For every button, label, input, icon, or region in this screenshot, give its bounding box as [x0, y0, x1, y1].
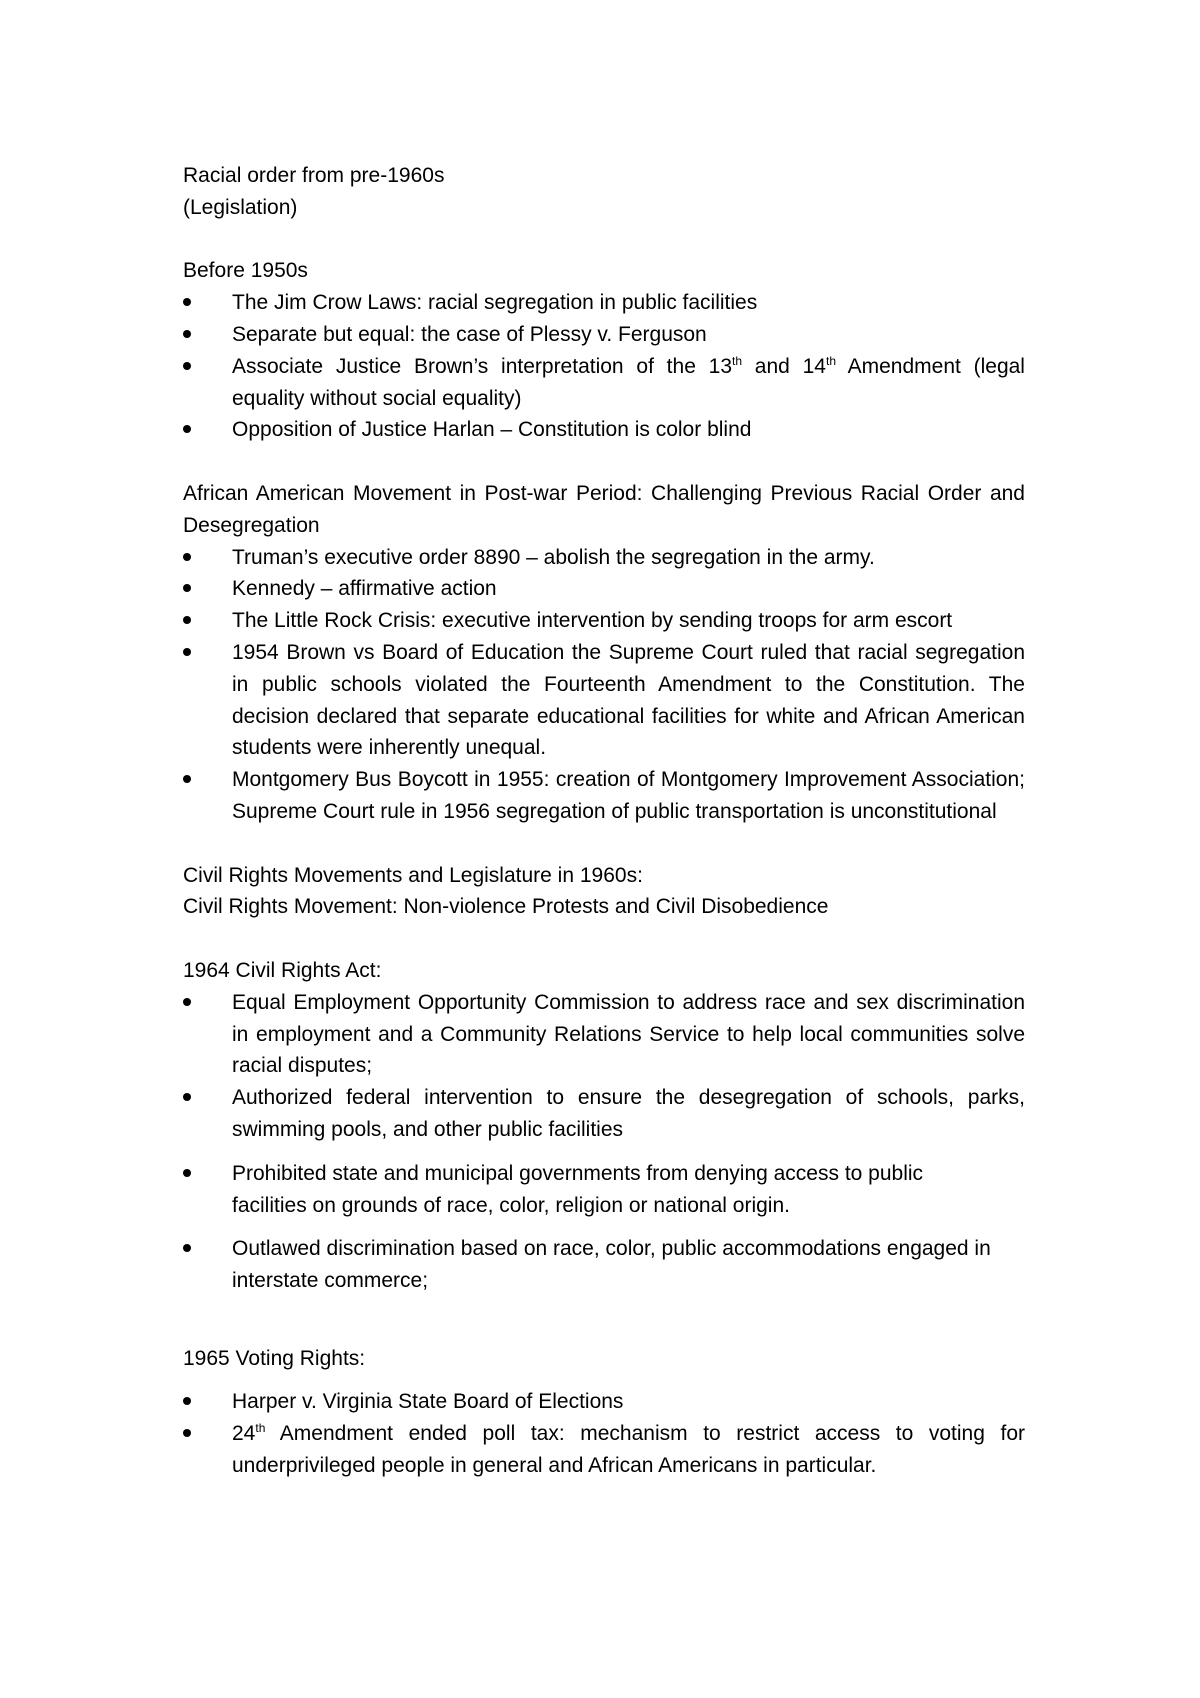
bullet-list-voting-rights — [183, 1386, 1025, 1481]
bullet-list-postwar — [183, 542, 1025, 828]
bullet-icon — [183, 330, 191, 338]
section-heading-civil-rights-act: 1964 Civil Rights Act: — [183, 958, 382, 982]
list-item: 1954 Brown vs Board of Education the Supreme Court ruled that racial segregation in public schools violated the Fourteenth Amendment to the Constitution. The decision declared that separate educational facilities for white and African American students were inherently unequal. — [183, 637, 1025, 764]
bullet-icon — [183, 1429, 191, 1437]
bullet-icon — [183, 998, 191, 1006]
list-item: Associate Justice Brown’s interpretation of the 13th and 14th Amendment (legal equality without social equality) — [183, 351, 1025, 415]
list-item: The Little Rock Crisis: executive intervention by sending troops for arm escort — [183, 605, 1025, 637]
list-item: The Jim Crow Laws: racial segregation in public facilities — [183, 287, 1025, 319]
document-body — [183, 160, 1025, 1482]
section-heading-before-1950s: Before 1950s — [183, 259, 308, 283]
list-item: Outlawed discrimination based on race, color, public accommodations engaged in interstate commerce; — [183, 1233, 1025, 1297]
section-heading-civil-rights-1960s: Civil Rights Movements and Legislature in 1960s: — [183, 863, 643, 887]
list-item: Montgomery Bus Boycott in 1955: creation of Montgomery Improvement Association; Supreme Court rule in 1956 segregation of public transportation is unconstitutional — [183, 764, 1025, 828]
document-title: Racial order from pre-1960s — [183, 164, 445, 187]
document-subtitle: (Legislation) — [183, 195, 298, 219]
bullet-icon — [183, 775, 191, 783]
list-item: Prohibited state and municipal governments from denying access to public facilities on grounds of race, color, religion or national origin. — [183, 1158, 1025, 1222]
list-item: Equal Employment Opportunity Commission to address race and sex discrimination in employment and a Community Relations Service to help local communities solve racial disputes; — [183, 987, 1025, 1082]
bullet-icon — [183, 362, 191, 370]
list-item: Truman’s executive order 8890 – abolish the segregation in the army. — [183, 542, 1025, 574]
section-heading-postwar: African American Movement in Post-war Period: Challenging Previous Racial Order and Desegregation — [183, 481, 1025, 537]
bullet-icon — [183, 553, 191, 561]
list-item: Separate but equal: the case of Plessy v. Ferguson — [183, 319, 1025, 351]
bullet-list-before-1950s — [183, 287, 1025, 446]
list-item: 24th Amendment ended poll tax: mechanism to restrict access to voting for underprivileged people in general and African Americans in particular. — [183, 1418, 1025, 1482]
bullet-icon — [183, 1397, 191, 1405]
section-heading-voting-rights: 1965 Voting Rights: — [183, 1346, 366, 1370]
bullet-icon — [183, 584, 191, 592]
bullet-icon — [183, 298, 191, 306]
bullet-icon — [183, 425, 191, 433]
list-item: Opposition of Justice Harlan – Constitution is color blind — [183, 414, 1025, 446]
bullet-icon — [183, 1169, 191, 1177]
bullet-icon — [183, 616, 191, 624]
list-item: Authorized federal intervention to ensure the desegregation of schools, parks, swimming pools, and other public facilities — [183, 1082, 1025, 1146]
bullet-list-civil-rights-act — [183, 987, 1025, 1297]
list-item: Harper v. Virginia State Board of Elections — [183, 1386, 1025, 1418]
section-subheading-civil-rights-movement: Civil Rights Movement: Non-violence Protests and Civil Disobedience — [183, 895, 829, 919]
list-item: Kennedy – affirmative action — [183, 573, 1025, 605]
bullet-icon — [183, 648, 191, 656]
bullet-icon — [183, 1093, 191, 1101]
bullet-icon — [183, 1244, 191, 1252]
